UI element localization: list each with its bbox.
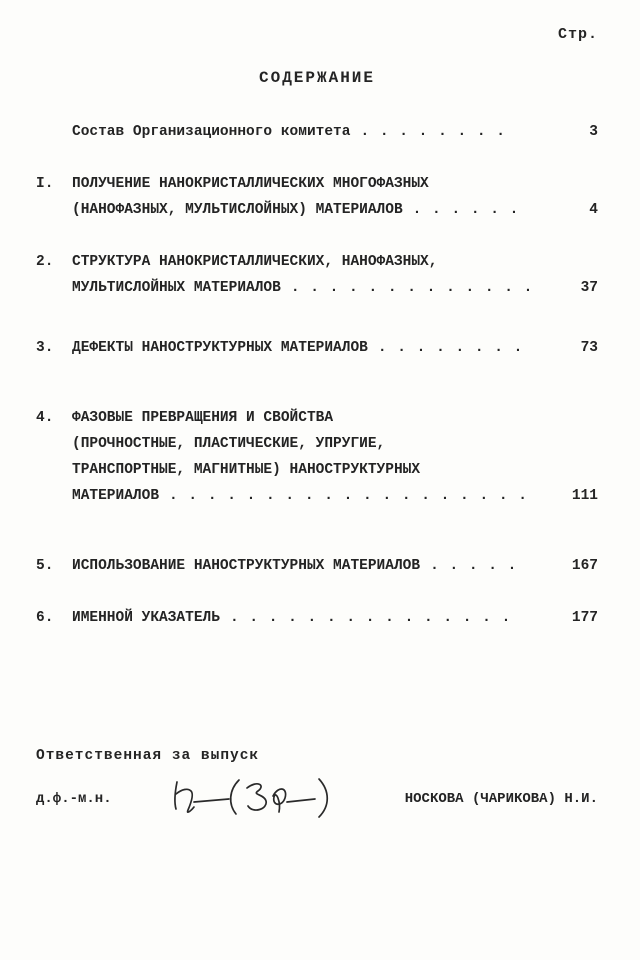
entry-page-number: 3 bbox=[589, 124, 598, 140]
entry-text: МУЛЬТИСЛОЙНЫХ МАТЕРИАЛОВ bbox=[72, 280, 281, 296]
signature bbox=[167, 772, 349, 825]
entry-page-number: 177 bbox=[571, 610, 598, 626]
entry-number: I. bbox=[36, 176, 54, 192]
dot-leader: . . . . . bbox=[430, 558, 518, 574]
responsible-label: Ответственная за выпуск bbox=[36, 748, 260, 764]
page-column-header: Стр. bbox=[557, 26, 598, 43]
dot-leader: . . . . . . bbox=[412, 202, 520, 218]
entry-text: ИМЕННОЙ УКАЗАТЕЛЬ bbox=[72, 610, 220, 626]
signature-icon bbox=[167, 772, 349, 820]
entry-number: 4. bbox=[36, 410, 54, 426]
entry-page-number: 4 bbox=[589, 202, 598, 218]
entry-text: СТРУКТУРА НАНОКРИСТАЛЛИЧЕСКИХ, НАНОФАЗНЫХ, bbox=[72, 254, 438, 270]
entry-number: 6. bbox=[36, 610, 54, 626]
toc-entry bbox=[36, 171, 598, 223]
entry-page-number: 73 bbox=[580, 340, 598, 356]
entry-text: (ПРОЧНОСТНЫЕ, ПЛАСТИЧЕСКИЕ, УПРУГИЕ, bbox=[72, 436, 386, 452]
entry-text: ПОЛУЧЕНИЕ НАНОКРИСТАЛЛИЧЕСКИХ МНОГОФАЗНЫХ bbox=[72, 176, 429, 192]
entry-text: МАТЕРИАЛОВ bbox=[72, 488, 160, 504]
dot-leader: . . . . . . . . bbox=[377, 340, 524, 356]
dot-leader: . . . . . . . . bbox=[360, 124, 506, 140]
entry-page-number: 111 bbox=[571, 488, 598, 504]
toc-entries bbox=[36, 119, 598, 631]
entry-number: 3. bbox=[36, 340, 54, 356]
toc-entry bbox=[36, 553, 598, 579]
degree-label: д.ф.-м.н. bbox=[36, 790, 112, 807]
entry-text: ФАЗОВЫЕ ПРЕВРАЩЕНИЯ И СВОЙСТВА bbox=[72, 410, 334, 426]
toc-title: СОДЕРЖАНИЕ bbox=[258, 69, 375, 87]
toc-entry bbox=[36, 249, 598, 301]
dot-leader: . . . . . . . . . . . . . bbox=[290, 280, 534, 296]
dot-leader: . . . . . . . . . . . . . . . bbox=[229, 610, 512, 626]
entry-text: ИСПОЛЬЗОВАНИЕ НАНОСТРУКТУРНЫХ МАТЕРИАЛОВ bbox=[72, 558, 421, 574]
entry-text: Состав Организационного комитета bbox=[72, 124, 351, 140]
dot-leader: . . . . . . . . . . . . . . . . . . . bbox=[169, 488, 528, 504]
entry-page-number: 167 bbox=[571, 558, 598, 574]
entry-page-number: 37 bbox=[580, 280, 598, 296]
entry-text: ТРАНСПОРТНЫЕ, МАГНИТНЫЕ) НАНОСТРУКТУРНЫХ bbox=[72, 462, 421, 478]
footer bbox=[36, 748, 598, 825]
responsible-name: НОСКОВА (ЧАРИКОВА) Н.И. bbox=[404, 790, 598, 807]
toc-entry bbox=[36, 605, 598, 631]
entry-text: (НАНОФАЗНЫХ, МУЛЬТИСЛОЙНЫХ) МАТЕРИАЛОВ bbox=[72, 202, 403, 218]
toc-entry bbox=[36, 405, 598, 509]
toc-entry bbox=[36, 335, 598, 361]
toc-entry bbox=[36, 119, 598, 145]
entry-number: 2. bbox=[36, 254, 54, 270]
entry-number: 5. bbox=[36, 558, 54, 574]
entry-text: ДЕФЕКТЫ НАНОСТРУКТУРНЫХ МАТЕРИАЛОВ bbox=[72, 340, 368, 356]
